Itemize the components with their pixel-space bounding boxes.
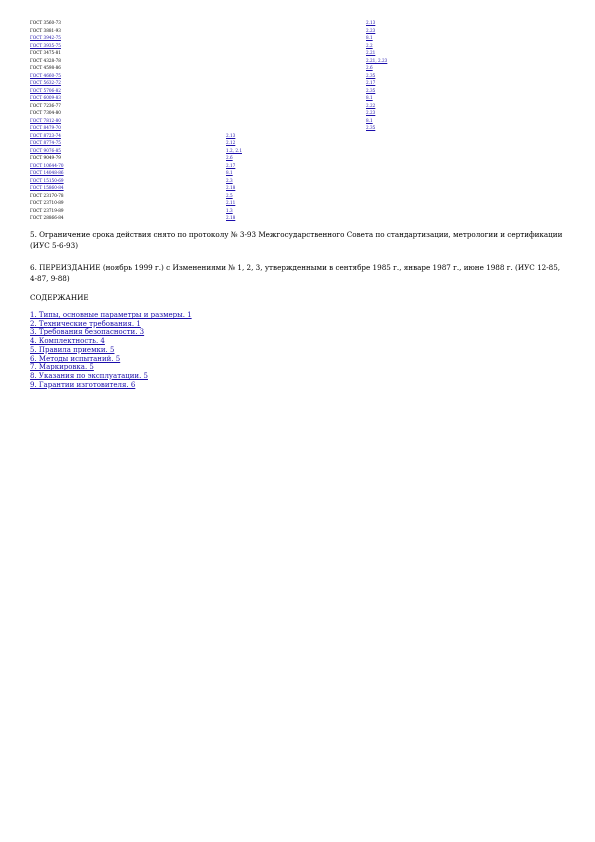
reference-standard: ГОСТ 9049-79 xyxy=(30,155,61,160)
reference-standard[interactable]: ГОСТ 8723-74 xyxy=(30,132,61,138)
reference-clause-link[interactable]: 2.21 xyxy=(366,50,376,55)
reference-standard[interactable]: ГОСТ 3935-75 xyxy=(30,42,61,48)
table-row xyxy=(30,207,387,215)
reference-standard: ГОСТ 23719-89 xyxy=(30,207,64,213)
reference-clause-link[interactable]: 2.2 xyxy=(366,42,373,48)
reference-clause-link[interactable]: 2.35 xyxy=(366,87,376,93)
table-row xyxy=(30,49,387,57)
table-row xyxy=(30,192,387,200)
note-6: 6. ПЕРЕИЗДАНИЕ (ноябрь 1999 г.) с Изменениями № 1, 2, 3, утвержденными в сентябре 1985 г., январе 1987 г., июне 1988 г. (ИУС 12-85, 4-87, 9-88) xyxy=(30,263,561,283)
reference-standard: ГОСТ 7236-77 xyxy=(30,102,61,108)
reference-clause-link[interactable]: 1.3 xyxy=(226,207,233,213)
table-row xyxy=(30,177,387,185)
reference-clause-link[interactable]: 2.5 xyxy=(226,192,233,198)
table-row xyxy=(30,154,387,162)
reference-clause-link[interactable]: 2.13 xyxy=(226,132,236,138)
reference-clause-link[interactable]: 2.6 xyxy=(366,65,373,70)
reference-clause-link[interactable]: 8.1 xyxy=(366,117,373,123)
table-row xyxy=(30,19,387,27)
reference-standard: ГОСТ 28866-84 xyxy=(30,215,64,220)
reference-clause-link[interactable]: 2.18 xyxy=(226,215,236,220)
table-row xyxy=(30,139,387,147)
table-row xyxy=(30,147,387,155)
reference-standard[interactable]: ГОСТ 7812-80 xyxy=(30,117,61,123)
reference-clause-link[interactable]: 2.35 xyxy=(366,125,376,130)
table-row xyxy=(30,109,387,117)
reference-table xyxy=(30,19,387,222)
reference-clause-link[interactable]: 2.17 xyxy=(226,162,236,168)
reference-standard[interactable]: ГОСТ 8774-75 xyxy=(30,140,61,145)
reference-standard: ГОСТ 3560-73 xyxy=(30,20,61,25)
reference-clause-link[interactable]: 2.6 xyxy=(226,155,233,160)
table-row xyxy=(30,117,387,125)
table-row xyxy=(30,57,387,65)
table-row xyxy=(30,184,387,192)
reference-clause-link[interactable]: 2.12 xyxy=(226,140,236,145)
toc-item-3[interactable]: 3. Требования безопасности. 3 xyxy=(30,328,145,337)
reference-standard: ГОСТ 23710-89 xyxy=(30,200,64,205)
reference-clause-link[interactable]: 2.21, 2.23 xyxy=(366,57,388,63)
reference-standard[interactable]: ГОСТ 8479-70 xyxy=(30,125,61,130)
reference-clause-link[interactable]: 2.23 xyxy=(366,110,376,115)
table-row xyxy=(30,214,387,222)
toc-item-9[interactable]: 9. Гарантии изготовителя. 6 xyxy=(30,380,136,389)
table-row xyxy=(30,72,387,80)
reference-standard[interactable]: ГОСТ 4660-75 xyxy=(30,72,61,78)
reference-standard: ГОСТ 7304-80 xyxy=(30,110,61,115)
toc-item-5[interactable]: 5. Правила приемки. 5 xyxy=(30,345,115,354)
table-row xyxy=(30,169,387,177)
toc-item-8[interactable]: 8. Указания по эксплуатации. 5 xyxy=(30,371,148,380)
table-row xyxy=(30,42,387,50)
reference-standard: ГОСТ 4598-86 xyxy=(30,65,61,70)
table-row xyxy=(30,87,387,95)
reference-clause-link[interactable]: 8.1 xyxy=(366,95,373,100)
toc-item-4[interactable]: 4. Комплектность. 4 xyxy=(30,337,105,346)
reference-standard[interactable]: ГОСТ 10644-70 xyxy=(30,162,64,168)
reference-clause-link[interactable]: 2.11 xyxy=(226,200,236,205)
table-row xyxy=(30,94,387,102)
reference-standard: ГОСТ 3881-93 xyxy=(30,27,61,33)
reference-clause-link[interactable]: 2.18 xyxy=(226,185,236,190)
table-row xyxy=(30,132,387,140)
table-row xyxy=(30,27,387,35)
reference-standard[interactable]: ГОСТ 15860-84 xyxy=(30,185,64,190)
table-row xyxy=(30,64,387,72)
toc-item-1[interactable]: 1. Типы, основные параметры и размеры. 1 xyxy=(30,311,192,319)
reference-standard[interactable]: ГОСТ 3942-75 xyxy=(30,35,61,40)
table-row xyxy=(30,162,387,170)
reference-standard[interactable]: ГОСТ 5632-72 xyxy=(30,80,61,85)
reference-standard[interactable]: ГОСТ 15150-69 xyxy=(30,177,64,183)
reference-clause-link[interactable]: 2.3 xyxy=(226,177,233,183)
table-row xyxy=(30,199,387,207)
reference-standard[interactable]: ГОСТ 6009-83 xyxy=(30,95,61,100)
reference-clause-link[interactable]: 2.22 xyxy=(366,102,376,108)
table-of-contents xyxy=(30,311,192,389)
table-row xyxy=(30,34,387,42)
note-5: 5. Ограничение срока действия снято по протоколу № 3-93 Межгосударственного Совета по стандартизации, метрологии и сертификации (ИУС 5-6-93) xyxy=(30,230,563,250)
reference-standard[interactable]: ГОСТ 5706-82 xyxy=(30,87,61,93)
reference-clause-link[interactable]: 2.35 xyxy=(366,72,376,78)
reference-clause-link[interactable]: 2.17 xyxy=(366,80,376,85)
table-row xyxy=(30,79,387,87)
reference-standard: ГОСТ 3475-81 xyxy=(30,50,61,55)
table-row xyxy=(30,102,387,110)
toc-item-7[interactable]: 7. Маркировка. 5 xyxy=(30,363,94,372)
reference-standard[interactable]: ГОСТ 14048-86 xyxy=(30,170,64,175)
reference-standard: ГОСТ 4328-78 xyxy=(30,57,61,63)
reference-clause-link[interactable]: 8.1 xyxy=(366,35,373,40)
toc-item-6[interactable]: 6. Методы испытаний. 5 xyxy=(30,354,121,363)
reference-clause-link[interactable]: 1.2, 2.1 xyxy=(226,147,242,153)
reference-standard: ГОСТ 23170-78 xyxy=(30,192,64,198)
reference-clause-link[interactable]: 8.1 xyxy=(226,170,233,175)
toc-item-2[interactable]: 2. Технические требования. 1 xyxy=(30,319,141,328)
reference-clause-link[interactable]: 2.13 xyxy=(366,20,376,25)
reference-clause-link[interactable]: 2.23 xyxy=(366,27,376,33)
toc-title: СОДЕРЖАНИЕ xyxy=(30,293,89,302)
reference-standard[interactable]: ГОСТ 9076-85 xyxy=(30,147,61,153)
table-row xyxy=(30,124,387,132)
